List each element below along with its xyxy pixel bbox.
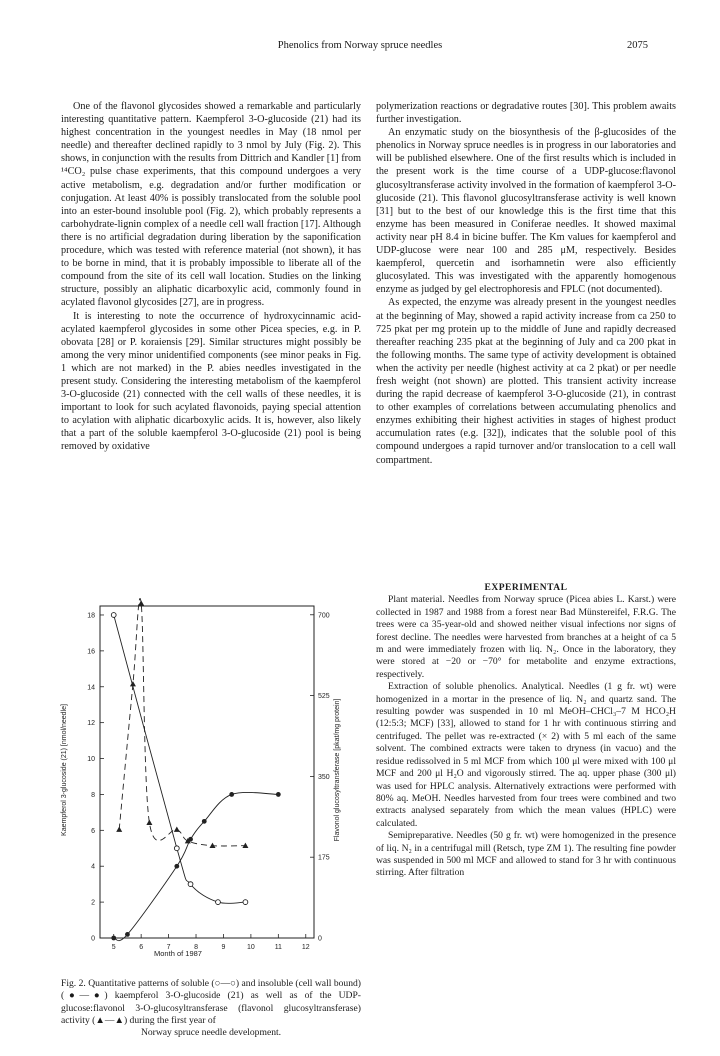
data-point-filled-circle [111, 936, 116, 941]
data-point-open-circle [111, 613, 116, 618]
y-right-tick-label: 0 [318, 935, 322, 943]
series-line-filled-triangle [119, 598, 245, 846]
y-left-tick-label: 0 [91, 935, 95, 943]
paragraph: One of the flavonol glycosides showed a remarkable and particularly interesting quantitative pattern. Kaempferol 3-O-glucoside (21) had its highest concentration in the youngest needles in May (18 nmol per needle) and thereafter declined rapidly to 3 nmol by July (Fig. 2). This shows, in conjunction with the results from Dittrich and Kandler [1] from ¹⁴CO₂ pulse chase experiments, that this compound undergoes a very active metabolism, e.g. degradation and/or further modification or conjugation. At least 40% is possibly translocated from the soluble pool into an ester-bound insoluble pool (Fig. 2), which probably represents a carbohydrate-lignin complex of a needle cell wall fraction [17]. Although there is no artificial degradation during liberation by the saponification procedure, which was tested with reference material (not shown), it has to be borne in mind, that it is probably impossible to liberate all of the compound from the site of its cell wall location. Studies on the linking structure, possibly an aliphatic dicarboxylic acid, commonly found in acylated flavonol glycosides [27], are in progress. [61, 101, 361, 309]
y-left-tick-label: 4 [91, 863, 95, 871]
x-tick-label: 9 [221, 944, 226, 951]
y-left-tick-label: 10 [87, 756, 95, 764]
y-axis-label-left: Kaempferol 3-glucoside (21) [nmol/needle] [61, 704, 68, 836]
x-tick-label: 8 [194, 944, 198, 951]
section-heading: EXPERIMENTAL [484, 583, 568, 593]
paragraph: As expected, the enzyme was already present in the youngest needles at the beginning of May, showed a rapid activity increase from ca 250 to 725 pkat per mg protein up to the middle of June and rapidly decreased thereafter reaching 235 pkat at the beginning of July and ca 200 pkat in the following months. The same type of activity development is obtained when the activity per needle (highest activity at ca 2 pkat) or per needle fresh weight (not shown) are plotted. This transient activity increase during the rapid decrease of kaempferol 3-O-glucoside (21), in contrast to other examples of correlations between accumulating phenolics and enzymes exhibiting their highest activities in stages of highest product accumulation rates (e.g. [32]), indicates that the soluble pool of this compound undergoes a rapid turnover and/or translocation to a cell wall compartment. [376, 297, 676, 466]
y-left-tick-label: 8 [91, 791, 95, 799]
data-point-filled-circle [125, 932, 130, 937]
x-tick-label: 10 [246, 944, 255, 951]
paragraph: Semipreparative. Needles (50 g fr. wt) were homogenized in the presence of liq. N₂ in a centrifugal mill (Retsch, type ZM 1). The resulting fine powder was suspended in 500 ml MCF and allowed to stand for 3 hr with continuous stirring. After filtration [376, 830, 676, 879]
data-point-filled-triangle [116, 826, 122, 831]
y-left-tick-label: 18 [87, 612, 95, 620]
data-point-open-circle [188, 882, 193, 887]
x-tick-label: 7 [166, 944, 171, 951]
caption-last-line: Norway spruce needle development. [140, 1027, 282, 1039]
data-point-open-circle [216, 900, 221, 905]
series-line-filled-circle [114, 792, 279, 940]
series-line-open-circle [114, 615, 246, 903]
data-point-filled-triangle [174, 826, 180, 831]
y-left-tick-label: 2 [91, 899, 95, 907]
paragraph: It is interesting to note the occurrence of hydroxycinnamic acid-acylated kaempferol glycosides in some other Picea species, e.g. in P. obovata [28] or P. koraiensis [29]. Similar structures might possibly be among the very minor unidentified components (see minor peaks in Fig. 1 which are not marked) in the P. abies needles investigated in the present study. Considering the interesting metabolism of the kaempferol 3-O-glucoside (21) connected with the cell walls of these needles, it is important to look for such acylated flavonoids, paying special attention to acylation with aliphatic dicarboxylic acids. It is, however, also likely that a part of the soluble kaempferol 3-O-glucoside (21) pool is being removed by oxidative [61, 310, 361, 453]
running-head [0, 40, 720, 56]
running-title: Phenolics from Norway spruce needles [277, 40, 443, 51]
x-tick-label: 6 [139, 944, 144, 951]
data-point-filled-triangle [130, 681, 136, 686]
x-axis-label: Month of 1987 [154, 949, 202, 958]
data-point-open-circle [174, 846, 179, 851]
paragraph: polymerization reactions or degradative routes [30]. This problem awaits further investigation. [376, 101, 676, 126]
paragraph: Plant material. Needles from Norway spruce (Picea abies L. Karst.) were collected in 1987 and 1988 from a forest near Bad Münstereifel, F.R.G. The trees were ca 35-year-old and showed neither visual infections nor signs of forest decline. The needles were harvested from branches at a height of ca 5 m and were immediately frozen with liq. N₂. Once in the laboratory, they were stored at −20 or −70° for metabolite and enzyme extractions, respectively. [376, 594, 676, 680]
y-right-tick-label: 350 [318, 773, 330, 781]
y-axis-label-right: Flavonol glucosyltransferase [pkat/mg protein] [334, 698, 341, 842]
x-tick-label: 11 [274, 944, 282, 951]
left-column-text [61, 100, 361, 454]
data-point-filled-triangle [138, 600, 144, 605]
paragraph: An enzymatic study on the biosynthesis of the β-glucosides of the phenolics in Norway spruce needles is in progress in our laboratories and will be published elsewhere. One of the first results which is included in the present work is the time course of a UDP-glucose:flavonol glucosyltransferase activity involved in the formation of kaempferol 3-O-glucoside (21). This flavonol glucosyltransferase activity is well known [31] but to the best of our knowledge this is the first time that this enzyme has been measured in Coniferae needles. It showed maximal activity near pH 8.4 in bicine buffer. The Km values for kaempferol and UDP-glucose were near 100 and 285 μM, respectively. Besides kaempferol, quercetin and isorhamnetin were also efficiently glucosylated. This was investigated with the apparently homogenous enzyme as judged by gel electrophoresis and FPLC (not documented). [376, 127, 676, 296]
figure-2 [52, 592, 352, 974]
data-point-filled-circle [174, 864, 179, 869]
y-left-tick-label: 14 [87, 684, 95, 692]
data-point-filled-triangle [146, 820, 152, 825]
data-point-filled-circle [229, 792, 234, 797]
y-right-tick-label: 700 [318, 612, 330, 620]
data-point-filled-circle [202, 819, 207, 824]
right-column-text [376, 100, 676, 467]
y-left-tick-label: 12 [87, 720, 95, 728]
plot-frame [100, 606, 314, 938]
data-point-open-circle [243, 900, 248, 905]
experimental-section [376, 582, 676, 880]
y-left-tick-label: 6 [91, 827, 95, 835]
page-number: 2075 [627, 40, 648, 51]
y-right-tick-label: 525 [318, 693, 330, 701]
line-chart [52, 592, 352, 974]
y-left-tick-label: 16 [87, 648, 95, 656]
figure-caption [61, 978, 361, 1039]
y-right-tick-label: 175 [318, 854, 330, 862]
data-point-filled-circle [276, 792, 281, 797]
paragraph: Extraction of soluble phenolics. Analytical. Needles (1 g fr. wt) were homogenized in a mortar in the presence of liq. N₂ and quartz sand. The resulting powder was suspended in 10 ml MeOH–CHCl₃–7 M HCO₂H (12:5:3; MCF) [33], allowed to stand for 1 hr with continuous stirring and centrifuged. The pellet was re-extracted (× 2) with 5 ml each of the same solvent. The combined extracts were taken to dryness (in vacuo) and the residue redissolved in 5 ml MCF from which 100 μl were mixed with 100 μl MCF and 200 μl H₂O and vigorously stirred. The aq. upper phase (300 μl) was used for HPLC analysis. Alternatively extractions were performed with 80% aq. MeOH. Needles harvested from four trees were combined and two extracts analysed separately from which the mean values (HPLC) were calculated. [376, 681, 676, 829]
caption-text: Fig. 2. Quantitative patterns of soluble (○—○) and insoluble (cell wall bound) (●—●) kaempferol 3-O-glucoside (21) as well as of the UDP-glucose:flavonol 3-O-glucosyltransferase (flavonol glucosyltransferase) activity (▲––▲) during the first year of [61, 978, 361, 1026]
x-tick-label: 5 [111, 944, 116, 951]
x-tick-label: 12 [301, 944, 310, 951]
